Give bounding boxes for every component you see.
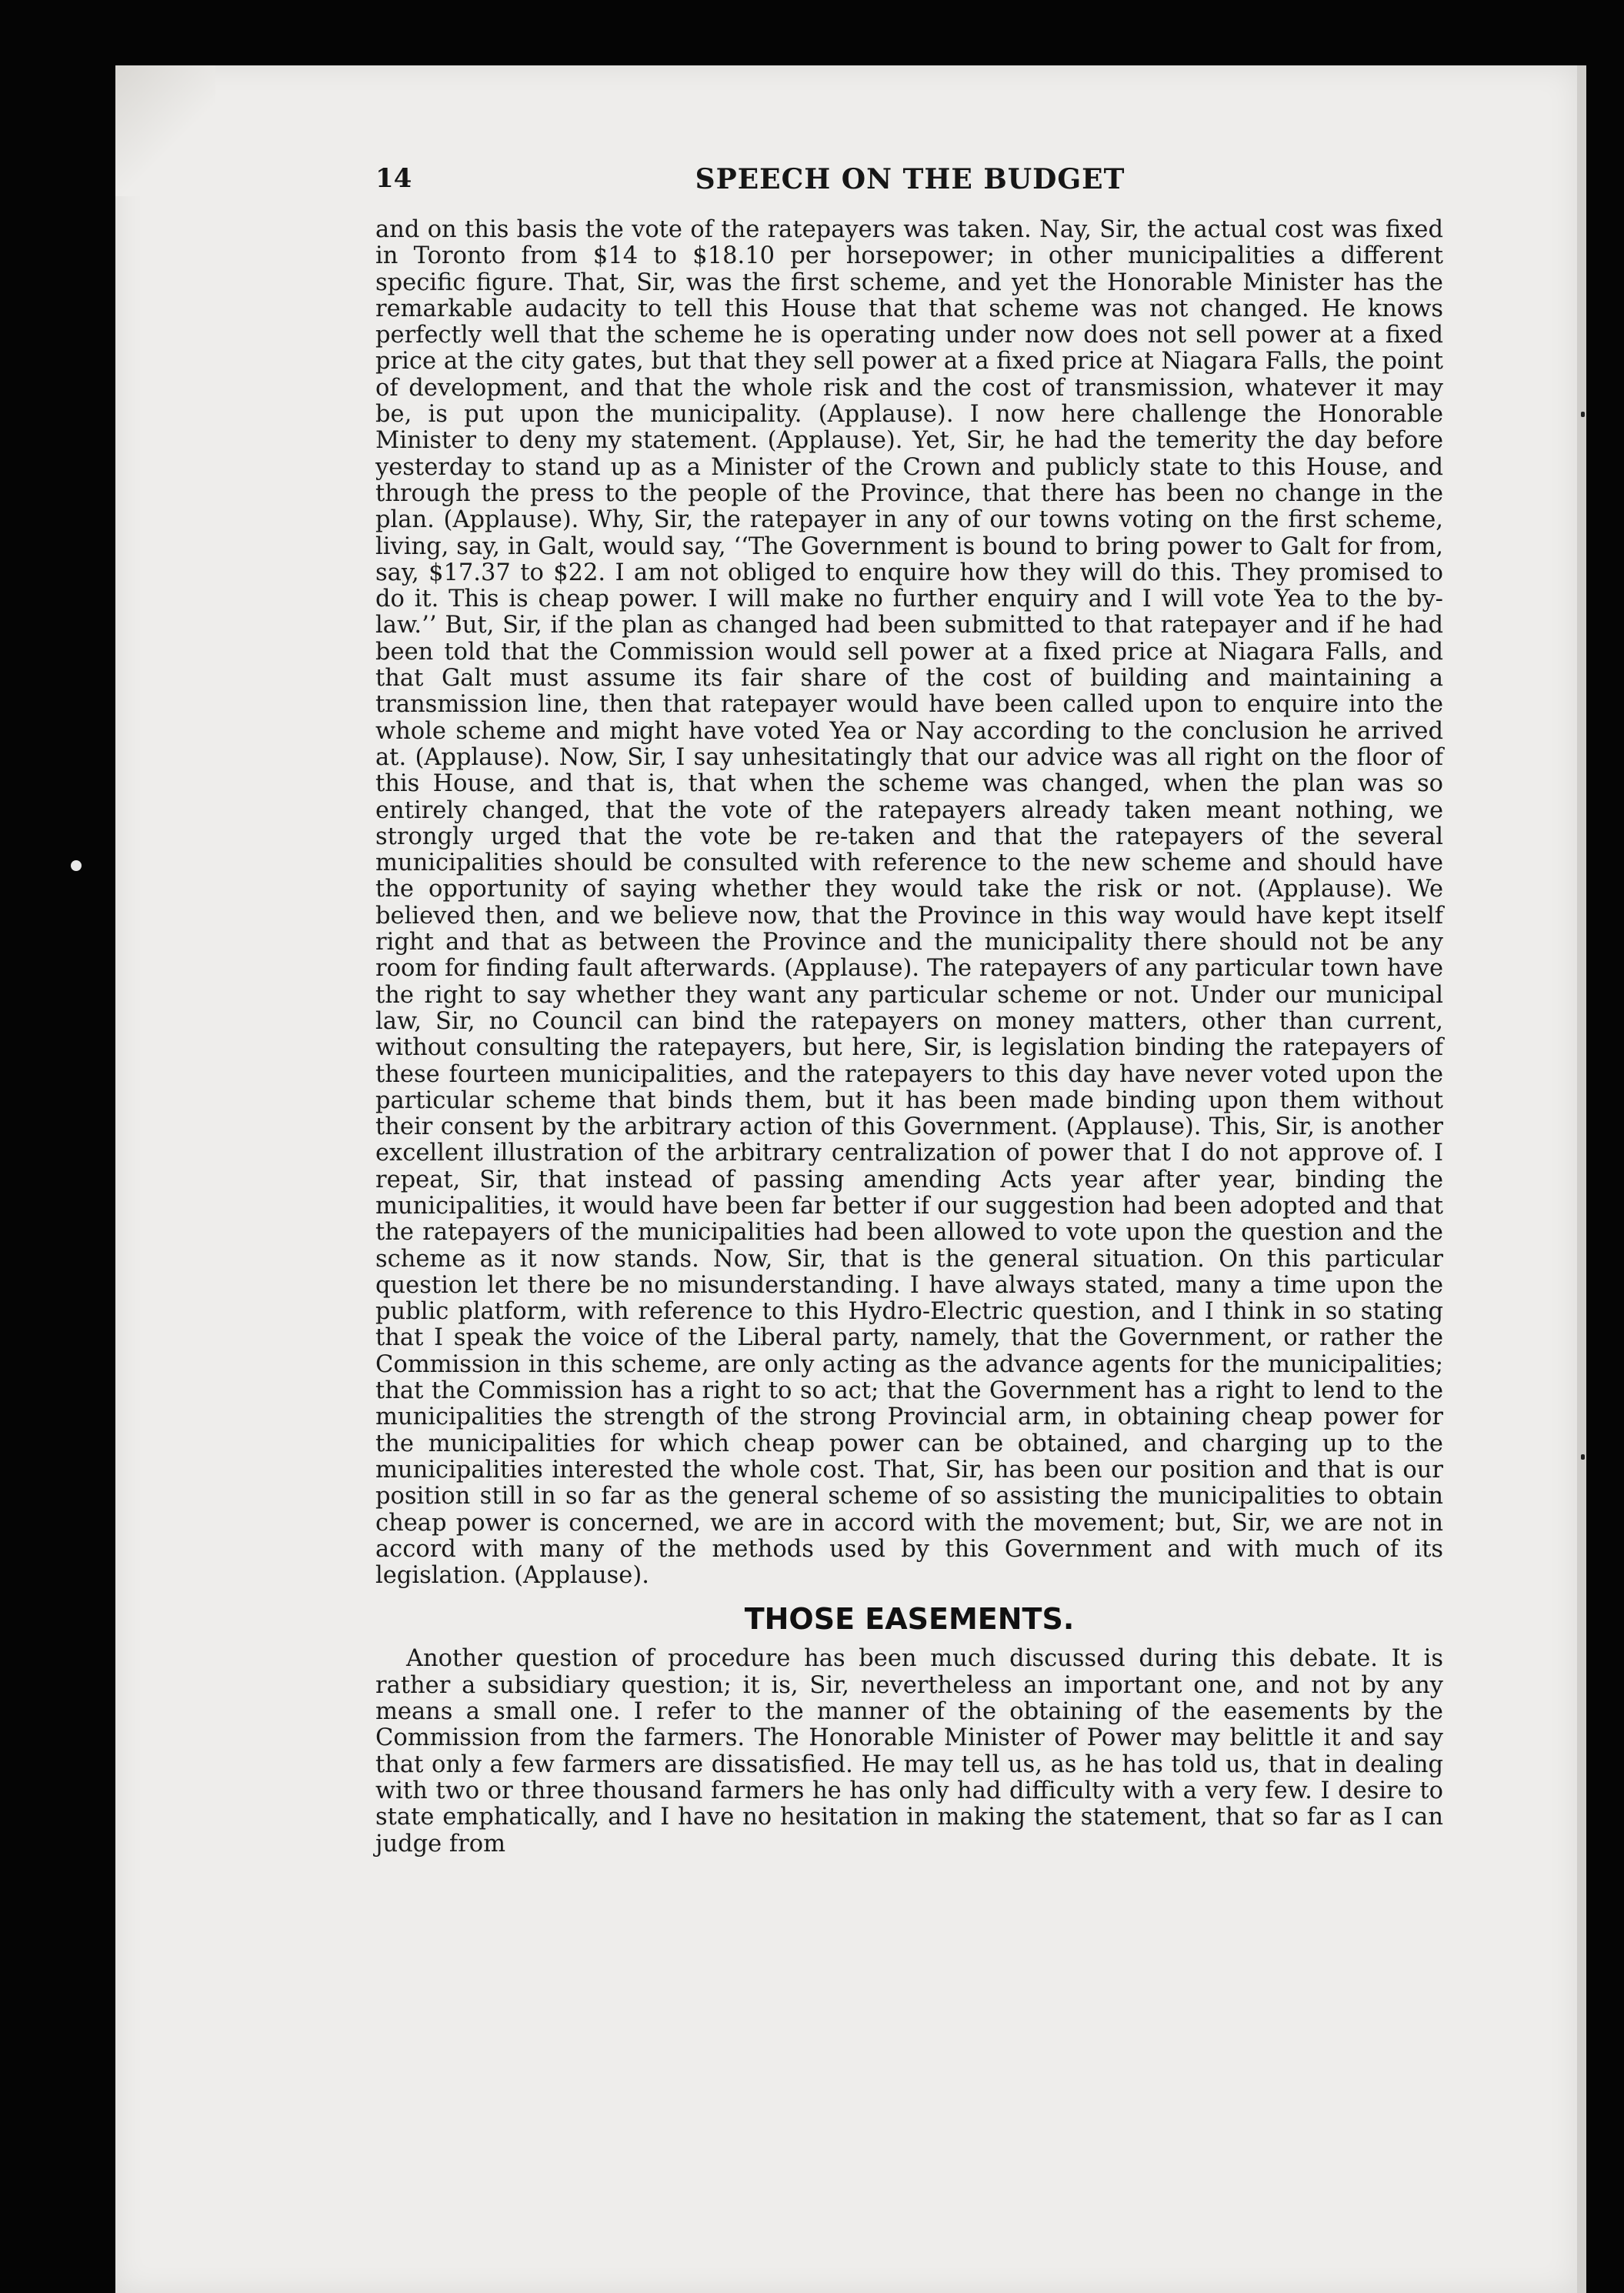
page-edge (1577, 65, 1586, 2293)
page-fold-corner (115, 65, 215, 196)
scan-mark (1581, 1454, 1585, 1460)
page-number: 14 (375, 163, 412, 194)
scan-mark (1581, 412, 1585, 417)
body-paragraph: Another question of procedure has been much discussed during this debate. It is rather a subsidiary question; it is, Sir, nevertheless an important one, and not by any means a small one. I refer to the manner of the obtaining of the easements by the Commission from the farmers. The Honorable Minister of Power may belittle it and say that only a few farmers are dissatisfied. He may tell us, as he has told us, that in dealing with two or three thousand farmers he has only had difficulty with a very few. I desire to state emphatically, and I have no hesitation in making the statement, that so far as I can judge from (375, 1645, 1443, 1857)
running-title: SPEECH ON THE BUDGET (695, 163, 1125, 195)
body-text (375, 217, 1443, 1857)
page-header (375, 163, 1445, 197)
section-heading: THOSE EASEMENTS. (744, 1602, 1075, 1637)
body-paragraph: and on this basis the vote of the ratepayers was taken. Nay, Sir, the actual cost was fixed in Toronto from $14 to $18.10 per horsepower; in other municipalities a different specific figure. That, Sir, was the first scheme, and yet the Honorable Minister has the remarkable audacity to tell this House that that scheme was not changed. He knows perfectly well that the scheme he is operating under now does not sell power at a fixed price at the city gates, but that they sell power at a fixed price at Niagara Falls, the point of development, and that the whole risk and the cost of transmission, whatever it may be, is put upon the municipality. (Applause). I now here challenge the Honorable Minister to deny my statement. (Applause). Yet, Sir, he had the temerity the day before yesterday to stand up as a Minister of the Crown and publicly state to this House, and through the press to the people of the Province, that there has been no change in the plan. (Applause). Why, Sir, the ratepayer in any of our towns voting on the first scheme, living, say, in Galt, would say, ‘‘The Government is bound to bring power to Galt for from, say, $17.37 to $22. I am not obliged to enquire how they will do this. They promised to do it. This is cheap power. I will make no further enquiry and I will vote Yea to the by-law.’’ But, Sir, if the plan as changed had been submitted to that ratepayer and if he had been told that the Commission would sell power at a fixed price at Niagara Falls, and that Galt must assume its fair share of the cost of building and maintaining a transmission line, then that ratepayer would have been called upon to enquire into the whole scheme and might have voted Yea or Nay according to the conclusion he arrived at. (Applause). Now, Sir, I say unhesitatingly that our advice was all right on the floor of this House, and that is, that when the scheme was changed, when the plan was so entirely changed, that the vote of the ratepayers already taken meant nothing, we strongly urged that the vote be re-taken and that the ratepayers of the several municipalities should be consulted with reference to the new scheme and should have the opportunity of saying whether they would take the risk or not. (Applause). We believed then, and we believe now, that the Province in this way would have kept itself right and that as between the Province and the municipality there should not be any room for finding fault afterwards. (Applause). The ratepayers of any particular town have the right to say whether they want any particular scheme or not. Under our municipal law, Sir, no Council can bind the ratepayers on money matters, other than current, without consulting the ratepayers, but here, Sir, is legislation binding the ratepayers of these fourteen municipalities, and the ratepayers to this day have never voted upon the particular scheme that binds them, but it has been made binding upon them without their consent by the arbitrary action of this Government. (Applause). This, Sir, is another excellent illustration of the arbitrary centralization of power that I do not approve of. I repeat, Sir, that instead of passing amending Acts year after year, binding the municipalities, it would have been far better if our suggestion had been adopted and that the ratepayers of the municipalities had been allowed to vote upon the question and the scheme as it now stands. Now, Sir, that is the general situation. On this particular question let there be no misunderstanding. I have always stated, many a time upon the public platform, with reference to this Hydro-Electric question, and I think in so stating that I speak the voice of the Liberal party, namely, that the Government, or rather the Commission in this scheme, are only acting as the advance agents for the municipalities; that the Commission has a right to so act; that the Government has a right to lend to the municipalities the strength of the strong Provincial arm, in obtaining cheap power for the municipalities for which cheap power can be obtained, and charging up to the municipalities interested the whole cost. That, Sir, has been our position and that is our position still in so far as the general scheme of so assisting the municipalities to obtain cheap power is concerned, we are in accord with the movement; but, Sir, we are not in accord with many of the methods used by this Government and with much of its legislation. (Applause). (375, 216, 1443, 1590)
scan-speck (71, 860, 82, 871)
